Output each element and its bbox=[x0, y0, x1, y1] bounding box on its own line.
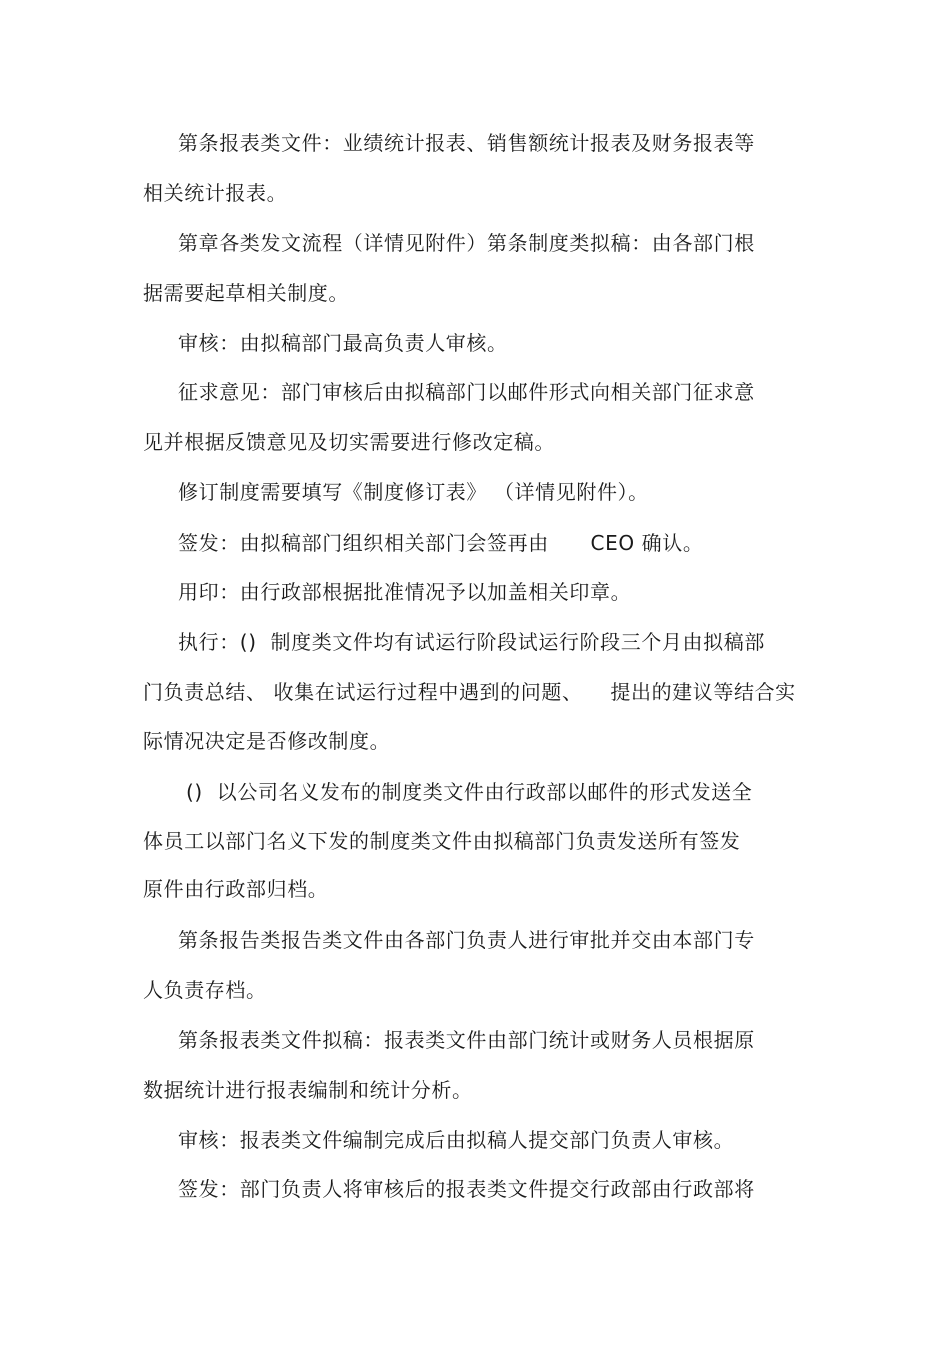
paragraph-line: 体员工以部门名义下发的制度类文件由拟稿部门负责发送所有签发 bbox=[143, 829, 741, 853]
paragraph-line: 见并根据反馈意见及切实需要进行修改定稿。 bbox=[143, 430, 555, 454]
paragraph-line: 修订制度需要填写《制度修订表》 （详情见附件）。 bbox=[178, 480, 649, 504]
paragraph-line: 审核：由拟稿部门最高负责人审核。 bbox=[178, 331, 508, 355]
paragraph-line: 执行：() 制度类文件均有试运行阶段试运行阶段三个月由拟稿部 bbox=[178, 630, 765, 654]
paragraph-line: 征求意见：部门审核后由拟稿部门以邮件形式向相关部门征求意 bbox=[178, 380, 755, 404]
paragraph-line: 据需要起草相关制度。 bbox=[143, 281, 349, 305]
paragraph-line: 第条报表类文件：业绩统计报表、销售额统计报表及财务报表等 bbox=[178, 131, 755, 155]
paragraph-line: 审核：报表类文件编制完成后由拟稿人提交部门负责人审核。 bbox=[178, 1128, 735, 1152]
paragraph-line: 原件由行政部归档。 bbox=[143, 877, 329, 901]
paragraph-line: 门负责总结、 收集在试运行过程中遇到的问题、 提出的建议等结合实 bbox=[143, 680, 796, 704]
paragraph-line: () 以公司名义发布的制度类文件由行政部以邮件的形式发送全 bbox=[186, 780, 753, 804]
paragraph-line: 第条报表类文件拟稿：报表类文件由部门统计或财务人员根据原 bbox=[178, 1028, 755, 1052]
paragraph-line: 数据统计进行报表编制和统计分析。 bbox=[143, 1078, 473, 1102]
paragraph-line: 签发：部门负责人将审核后的报表类文件提交行政部由行政部将 bbox=[178, 1177, 755, 1201]
paragraph-line: 际情况决定是否修改制度。 bbox=[143, 729, 391, 753]
paragraph-line: 相关统计报表。 bbox=[143, 181, 288, 205]
paragraph-line: 用印：由行政部根据批准情况予以加盖相关印章。 bbox=[178, 580, 632, 604]
paragraph-line: 第条报告类报告类文件由各部门负责人进行审批并交由本部门专 bbox=[178, 928, 755, 952]
paragraph-line: 第章各类发文流程（详情见附件）第条制度类拟稿：由各部门根 bbox=[178, 231, 755, 255]
paragraph-line: 签发：由拟稿部门组织相关部门会签再由 CEO 确认。 bbox=[178, 531, 704, 555]
paragraph-line: 人负责存档。 bbox=[143, 978, 267, 1002]
